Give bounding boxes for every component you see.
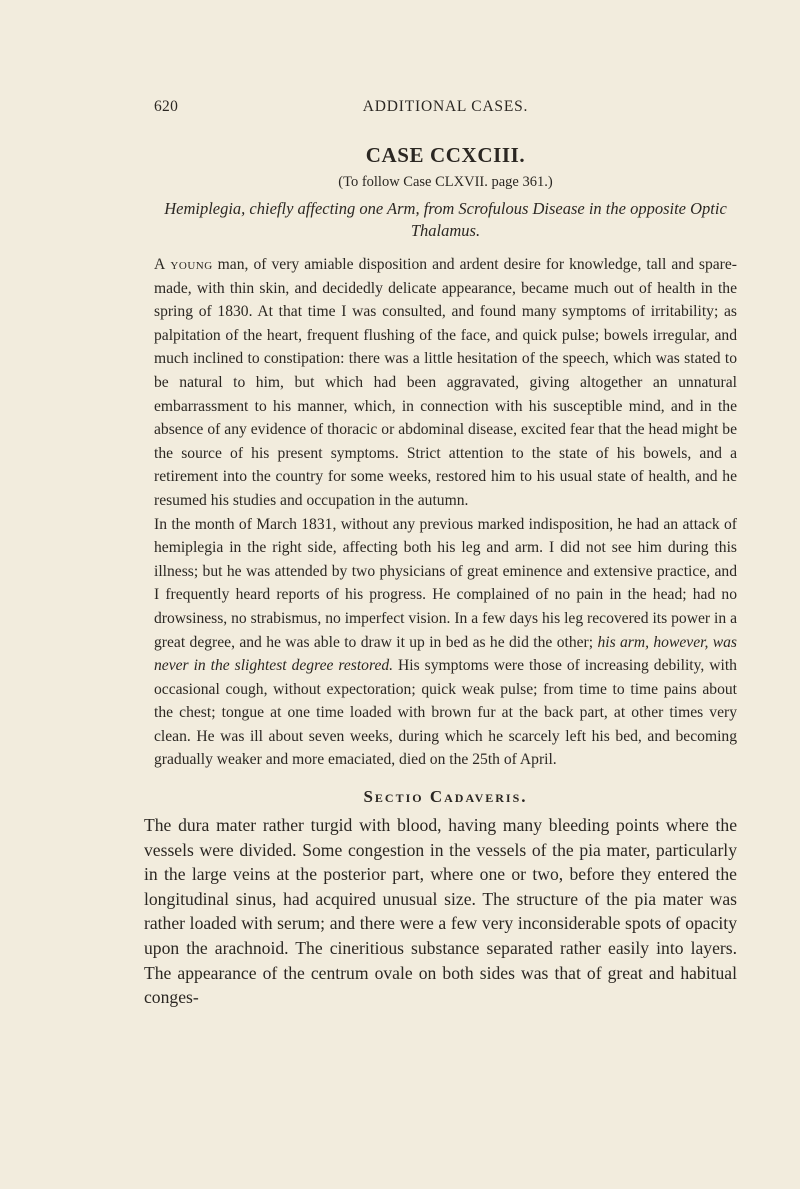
case-subtitle: Hemiplegia, chiefly affecting one Arm, from Scrofulous Disease in the opposite Optic Thalamus. [164,199,727,240]
page-content [144,143,737,1010]
running-title: ADDITIONAL CASES. [362,98,529,115]
paragraph-illness-text-2: His symptoms were those of increasing debility, with occasional cough, without expectoration; quick weak pulse; from time to time pains about the chest; tongue at one time loaded with brown fur at the back part, at other times very clean. He was ill about seven weeks, during which he scarcely left his bed, and becoming gradually weaker and more emaciated, died on the 25th of April. [154,657,737,769]
section-heading: Sectio Cadaveris. [363,787,528,807]
paragraph-history [154,253,737,513]
case-title: CASE CCXCIII. [365,143,526,167]
paragraph-lead-words: A young [154,256,213,273]
paragraph-illness [154,513,737,773]
page-number: 620 [154,98,179,115]
paragraph-autopsy: The dura mater rather turgid with blood, having many bleeding points where the vessels were divided. Some congestion in the vessels of the pia mater, particularly in the large veins at the posterior part, where one or two, before they entered the longitudinal sinus, had acquired unusual size. The structure of the pia mater was rather loaded with serum; and there were a few very inconsiderable spots of opacity upon the arachnoid. The cineritious substance separated rather easily into layers. The appearance of the centrum ovale on both sides was that of great and habitual conges- [144,815,737,1008]
paragraph-illness-text-1: In the month of March 1831, without any previous marked indisposition, he had an attack of hemiplegia in the right side, affecting both his leg and arm. I did not see him during this illness; but he was attended by two physicians of great eminence and extensive practice, and I frequently heard reports of his progress. He complained of no pain in the head; had no drowsiness, no strabismus, no imperfect vision. In a few days his leg recovered its power in a great degree, and he was able to draw it up in bed as he did the other; [154,515,737,651]
paragraph-history-text: man, of very amiable disposition and ardent desire for knowledge, tall and spare-made, with thin skin, and decidedly delicate appearance, became much out of health in the spring of 1830. At that time I was consulted, and found many symptoms of irritability; as palpitation of the heart, frequent flushing of the face, and quick pulse; bowels irregular, and much inclined to constipation: there was a little hesitation of the speech, which was stated to be natural to him, but which had been aggravated, giving altogether an unnatural embarrassment to his manner, which, in connection with his susceptible mind, and in the absence of any evidence of thoracic or abdominal disease, excited fear that the head might be the source of his present symptoms. Strict attention to the state of his bowels, and a retirement into the country for some weeks, restored him to his usual state of health, and he resumed his studies and occupation in the autumn. [154,256,737,509]
case-reference: (To follow Case CLXVII. page 361.) [338,174,553,190]
paragraph-illness-italic: his arm, however, was never in the slightest degree restored. [154,633,737,675]
